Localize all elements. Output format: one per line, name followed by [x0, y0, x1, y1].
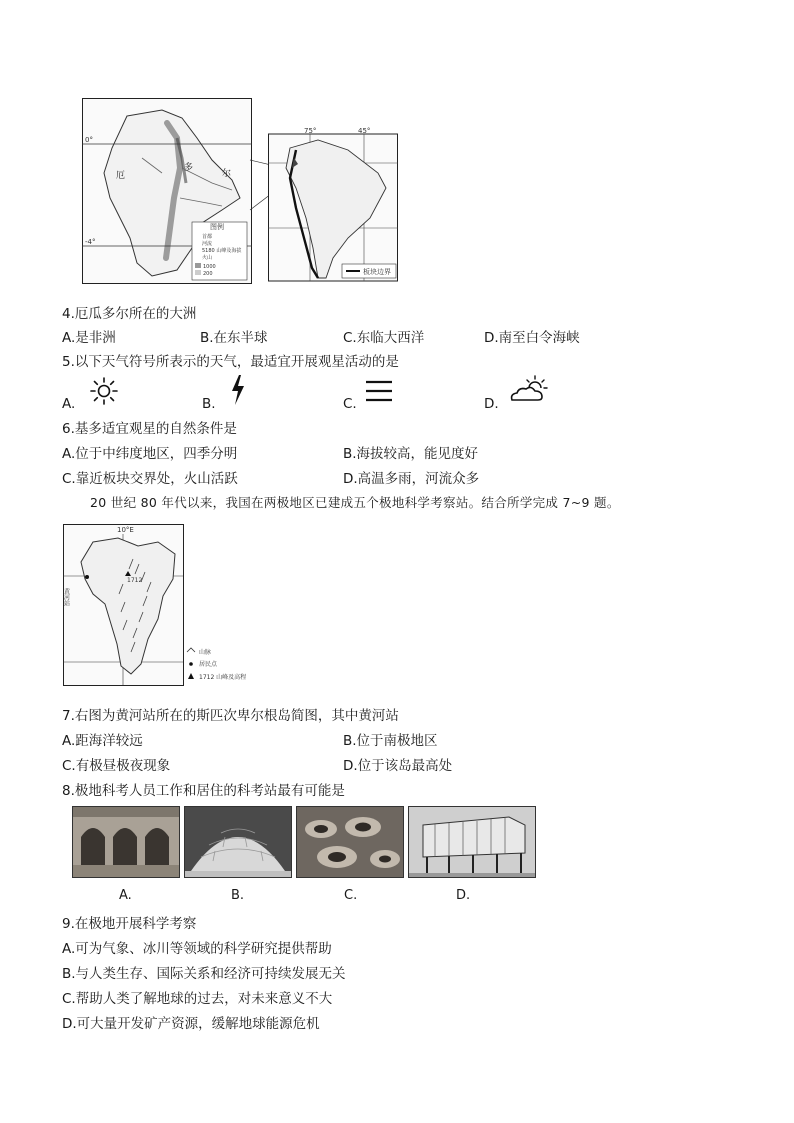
- q5-option-c[interactable]: C.: [343, 396, 357, 412]
- svalbard-map: [62, 524, 247, 686]
- inset-lon-45-label: 45°: [358, 127, 371, 135]
- country-char-3: 尔: [222, 169, 232, 179]
- legend-item-volcano: 火山: [202, 255, 213, 261]
- q4-option-b[interactable]: B.在东半球: [200, 330, 268, 346]
- q9-option-c[interactable]: C.帮助人类了解地球的过去，对未来意义不大: [62, 991, 333, 1007]
- huanghe-station-label: 黄河站: [62, 588, 70, 606]
- q7-option-d[interactable]: D.位于该岛最高处: [343, 758, 453, 774]
- ecuador-map: [82, 98, 252, 284]
- country-char-1: 厄: [116, 171, 126, 181]
- q6-option-d[interactable]: D.高温多雨，河流众多: [343, 471, 480, 487]
- q5-option-a[interactable]: A.: [62, 396, 76, 412]
- south-america-inset-map: [268, 128, 398, 282]
- photo-stilt-building[interactable]: [408, 806, 536, 878]
- q8-option-c[interactable]: C.: [344, 888, 358, 903]
- inset-legend-plate-boundary: 板块边界: [363, 268, 391, 276]
- q8-option-b[interactable]: B.: [231, 888, 245, 903]
- q6-option-b[interactable]: B.海拔较高，能见度好: [343, 446, 479, 462]
- q6-stem: 6.基多适宜观星的自然条件是: [62, 421, 237, 437]
- peak-1712-label: 1712: [127, 577, 143, 584]
- q9-option-b[interactable]: B.与人类生存、国际关系和经济可持续发展无关: [62, 966, 346, 982]
- legend-peak-elevation: 1712 山峰及高程: [199, 674, 247, 681]
- lat-4-label: -4°: [85, 238, 96, 246]
- photo-round-pits[interactable]: [296, 806, 404, 878]
- legend-item-peak: 5180 山峰及海拔: [202, 248, 242, 254]
- legend-item-1000: 1000: [203, 264, 216, 270]
- sun-icon: [88, 376, 120, 406]
- lightning-icon: [228, 374, 248, 406]
- q7-option-b[interactable]: B.位于南极地区: [343, 733, 438, 749]
- legend-item-capital: 首都: [202, 234, 213, 240]
- q9-option-a[interactable]: A.可为气象、冰川等领域的科学研究提供帮助: [62, 941, 332, 957]
- q8-option-a[interactable]: A.: [119, 888, 132, 903]
- q7-option-a[interactable]: A.距海洋较远: [62, 733, 143, 749]
- legend-mountains: 山脉: [199, 649, 212, 656]
- q8-option-d[interactable]: D.: [456, 888, 471, 903]
- q7-option-c[interactable]: C.有极昼极夜现象: [62, 758, 171, 774]
- q4-stem: 4.厄瓜多尔所在的大洲: [62, 306, 197, 322]
- fog-icon: [364, 378, 394, 404]
- q4-option-d[interactable]: D.南至白令海峡: [484, 330, 580, 346]
- legend-item-river: 河流: [202, 241, 213, 247]
- q8-stem: 8.极地科考人员工作和居住的科考站最有可能是: [62, 783, 345, 799]
- q9-stem: 9.在极地开展科学考察: [62, 916, 197, 932]
- legend-item-200: 200: [203, 271, 213, 277]
- photo-cave-dwelling[interactable]: [72, 806, 180, 878]
- legend-settlement: 居民点: [199, 661, 218, 668]
- section-intro: 20 世纪 80 年代以来，我国在两极地区已建成五个极地科学考察站。结合所学完成 7~9 题。: [90, 495, 620, 510]
- q6-option-c[interactable]: C.靠近板块交界处，火山活跃: [62, 471, 238, 487]
- svalbard-lon-label: 10°E: [117, 526, 134, 534]
- q5-stem: 5.以下天气符号所表示的天气，最适宜开展观星活动的是: [62, 354, 399, 370]
- q6-option-a[interactable]: A.位于中纬度地区，四季分明: [62, 446, 238, 462]
- inset-lon-75-label: 75°: [304, 127, 317, 135]
- partly-cloudy-icon: [508, 374, 550, 404]
- map1-legend-title: 图例: [210, 223, 224, 231]
- q4-option-a[interactable]: A.是非洲: [62, 330, 116, 346]
- q4-option-c[interactable]: C.东临大西洋: [343, 330, 425, 346]
- q7-stem: 7.右图为黄河站所在的斯匹次卑尔根岛简图，其中黄河站: [62, 708, 399, 724]
- lat-0-label: 0°: [85, 136, 93, 144]
- q5-option-b[interactable]: B.: [202, 396, 216, 412]
- country-char-2: 多: [184, 163, 194, 173]
- q5-option-d[interactable]: D.: [484, 396, 499, 412]
- photo-igloo[interactable]: [184, 806, 292, 878]
- q9-option-d[interactable]: D.可大量开发矿产资源，缓解地球能源危机: [62, 1016, 320, 1032]
